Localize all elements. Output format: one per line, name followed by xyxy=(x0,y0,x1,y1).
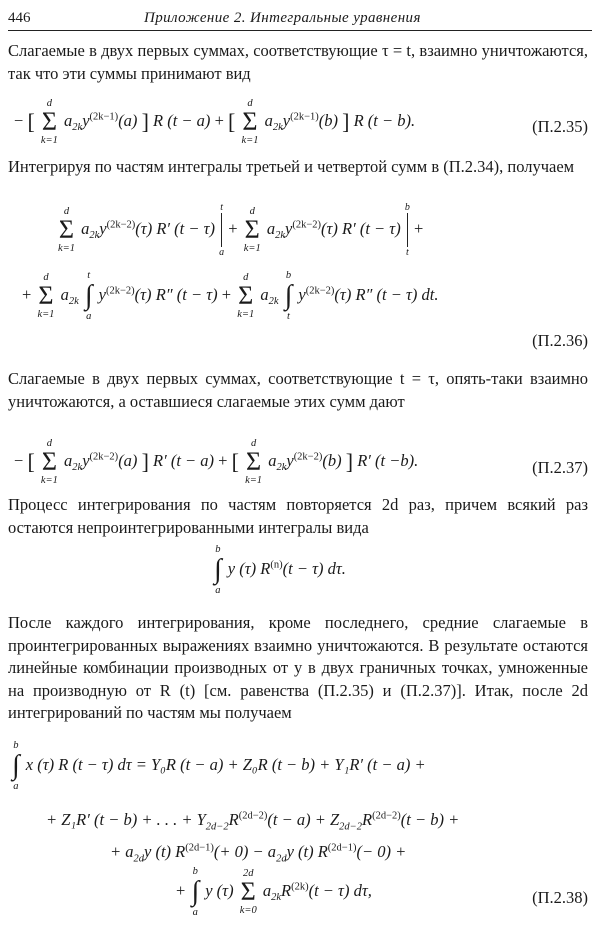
derivative-order: (2d−2) xyxy=(238,810,268,822)
plus-sign: + xyxy=(214,110,224,130)
derivative-order: (2k−2) xyxy=(105,285,135,297)
sigma-symbol: Σ xyxy=(58,215,75,244)
coefficient-subscript: 2k xyxy=(268,296,279,308)
derivative-order: (2k−2) xyxy=(292,219,321,231)
derivative-order: (2k−2) xyxy=(305,285,335,297)
derivative-order: (2d−1) xyxy=(327,842,357,854)
integral-1 xyxy=(85,270,93,322)
equation-integral-form xyxy=(212,544,346,596)
paragraph-3: Слагаемые в двух первых суммах, соответствующие t = τ, опять-таки взаимно уничтожаются, а оставшиеся слагаемые этих сумм дают xyxy=(8,369,588,411)
integral-upper-limit: b xyxy=(192,866,198,877)
line-3-b: y (t) R xyxy=(144,842,186,861)
summation xyxy=(240,868,257,916)
coefficient-subscript: 2k xyxy=(89,230,100,242)
integral xyxy=(214,544,222,596)
paragraph-1: Слагаемые в двух первых суммах, соответствующие τ = t, взаимно уничтожаются, так что эти суммы принимают вид xyxy=(8,41,588,83)
integral-symbol: ∫ xyxy=(12,750,20,781)
derivative-order: (2k−1) xyxy=(89,111,119,123)
integral-lower-limit: a xyxy=(86,311,92,322)
plus-sign: + xyxy=(176,880,186,900)
bar-lower-limit: a xyxy=(219,247,225,258)
equation-p2-38-line-1 xyxy=(10,740,426,792)
right-bracket-2: ] xyxy=(345,449,354,474)
sum-lower-limit: k=1 xyxy=(241,135,259,146)
evaluation-bar-1 xyxy=(219,202,224,258)
minus-sign: − xyxy=(14,110,24,130)
sum-lower-limit: k=1 xyxy=(58,243,75,254)
subscript: 2d xyxy=(133,853,145,865)
sigma-symbol: Σ xyxy=(245,447,262,476)
coefficient-subscript: 2k xyxy=(72,122,83,134)
derivative-order: (2d−1) xyxy=(185,842,214,854)
line-3-a: + a xyxy=(110,842,134,861)
bar-lower-limit: t xyxy=(405,247,409,258)
derivative-order: (2k) xyxy=(291,881,309,893)
derivative-order: (2k−2) xyxy=(89,451,119,463)
argument-b: (b) xyxy=(322,450,342,470)
coefficient-subscript: 2k xyxy=(271,892,281,904)
equation-p2-36-line-1 xyxy=(56,202,423,258)
integral-upper-limit: b xyxy=(215,544,221,555)
integrand: y (τ) R xyxy=(227,558,271,578)
line-2-middle: (t − a) + Z xyxy=(267,810,340,829)
integrand: y (τ) xyxy=(205,880,234,900)
function-y: y xyxy=(286,450,294,470)
left-bracket: [ xyxy=(27,109,35,134)
summation-1 xyxy=(41,98,58,146)
differential: dt. xyxy=(421,284,439,304)
subscript: 2d xyxy=(276,853,287,865)
function-y: y xyxy=(99,218,107,238)
vertical-bar xyxy=(407,213,408,247)
coefficient: a xyxy=(64,450,73,470)
vertical-bar xyxy=(221,213,222,247)
coefficient: a xyxy=(268,450,277,470)
function-y: y xyxy=(298,284,306,304)
derivative-order: (2d−2) xyxy=(372,810,401,822)
argument-b: (b) xyxy=(318,110,338,130)
integral-upper-limit: t xyxy=(87,270,91,281)
sigma-symbol: Σ xyxy=(238,281,254,310)
paragraph-2: Интегрируя по частям интегралы третьей и четвертой сумм в (П.2.34), получаем xyxy=(8,157,575,176)
kernel-second-derivative: R″ (t − τ) xyxy=(355,284,418,304)
kernel: R xyxy=(281,880,292,900)
coefficient-subscript: 2k xyxy=(275,230,285,242)
paragraph-5: После каждого интегрирования, кроме последнего, средние слагаемые в проинтегрированных выражениях взаимно уничтожаются. В результате остаются линейные комбинации производных от y в двух граничных точках, умноженные на производную от R (t) [см. равенства (П.2.35) и (П.2.37)]. Итак, после 2d интегрирований по частям мы получаем xyxy=(8,613,588,722)
integral-lower-limit: a xyxy=(13,781,19,792)
argument-tau: (τ) xyxy=(135,218,153,238)
coefficient-subscript: 2k xyxy=(276,462,287,474)
kernel-term-b: R′ (t −b). xyxy=(357,450,419,470)
derivative-order: (2k−1) xyxy=(290,111,319,123)
line-2-start: + Z₁R′ (t − b) + . . . + Y xyxy=(46,810,206,829)
function-y: y xyxy=(82,110,90,130)
sum-upper-limit: 2d xyxy=(242,868,254,879)
sum-upper-limit: d xyxy=(243,272,249,283)
coefficient: a xyxy=(60,284,69,304)
integral-lower-limit: t xyxy=(287,311,290,322)
integrand-tail: (t − τ) dτ. xyxy=(282,558,346,578)
kernel-term-a: R′ (t − a) xyxy=(153,450,215,470)
plus-sign: + xyxy=(228,218,238,238)
plus-sign: + xyxy=(413,218,424,238)
summation-3 xyxy=(37,272,54,320)
coefficient: a xyxy=(266,218,276,238)
function-y: y xyxy=(98,284,106,304)
summation-4 xyxy=(237,272,254,320)
sum-lower-limit: k=1 xyxy=(37,309,55,320)
integral-symbol: ∫ xyxy=(191,876,200,907)
sum-lower-limit: k=1 xyxy=(40,475,58,486)
kernel-derivative: R′ (t − τ) xyxy=(156,218,216,238)
function-y: y xyxy=(282,110,291,130)
plus-sign: + xyxy=(22,284,32,304)
argument-tau: (τ) xyxy=(334,284,352,304)
argument-tau: (τ) xyxy=(321,218,338,238)
integral-lower-limit: a xyxy=(192,907,198,918)
sum-upper-limit: d xyxy=(46,98,53,109)
kernel-term-b: R (t − b). xyxy=(353,110,416,130)
integral xyxy=(12,740,20,792)
sum-upper-limit: d xyxy=(63,206,70,217)
coefficient: a xyxy=(64,110,73,130)
function-y: y xyxy=(82,450,90,470)
equation-number-238: (П.2.38) xyxy=(532,888,588,907)
sum-lower-limit: k=1 xyxy=(40,135,58,146)
line-4-end: (t − τ) dτ, xyxy=(308,880,372,900)
coefficient: a xyxy=(264,110,273,130)
integral-upper-limit: b xyxy=(285,270,292,281)
line-3-c: (+ 0) − a xyxy=(213,842,277,861)
equation-p2-36-line-2 xyxy=(22,270,439,322)
argument-a: (a) xyxy=(118,110,138,130)
plus-sign: + xyxy=(218,450,228,470)
sigma-symbol: Σ xyxy=(242,107,258,136)
left-bracket-2: [ xyxy=(231,449,239,474)
summation-2 xyxy=(244,206,261,254)
running-title: Приложение 2. Интегральные уравнения xyxy=(144,10,421,26)
derivative-order: (2k−2) xyxy=(293,451,323,463)
sigma-symbol: Σ xyxy=(244,215,260,244)
bar-upper-limit: b xyxy=(404,202,410,213)
integral-lower-limit: a xyxy=(215,585,221,596)
line-2-end: (t − b) + xyxy=(400,810,460,829)
equation-p2-38-line-2 xyxy=(46,810,459,832)
derivative-order: (2k−2) xyxy=(106,219,136,231)
equation-number-236: (П.2.36) xyxy=(532,331,588,350)
right-bracket: ] xyxy=(141,449,149,474)
kernel-second-derivative: R″ (t − τ) xyxy=(155,284,218,304)
right-bracket-2: ] xyxy=(342,109,350,134)
kernel-derivative: R′ (t − τ) xyxy=(342,218,401,238)
integral-upper-limit: b xyxy=(13,740,19,751)
sigma-symbol: Σ xyxy=(41,447,57,476)
kernel: R xyxy=(228,810,239,829)
sigma-symbol: Σ xyxy=(38,281,54,310)
integral xyxy=(191,866,199,918)
summation-1 xyxy=(41,438,58,486)
summation-2 xyxy=(241,98,258,146)
sigma-symbol: Σ xyxy=(240,877,256,906)
plus-sign: + xyxy=(221,284,232,304)
page-number: 446 xyxy=(8,10,31,26)
page-header xyxy=(8,4,592,31)
sum-lower-limit: k=1 xyxy=(243,243,261,254)
equation-p2-38-line-4 xyxy=(176,866,372,918)
integral-symbol: ∫ xyxy=(84,280,93,311)
coefficient-subscript: 2k xyxy=(272,122,283,134)
line-3-d: y (t) R xyxy=(286,842,328,861)
equation-p2-37 xyxy=(14,438,418,486)
argument-a: (a) xyxy=(118,450,138,470)
function-y: y xyxy=(285,218,293,238)
sum-upper-limit: d xyxy=(247,98,253,109)
integral-symbol: ∫ xyxy=(214,554,222,585)
line-3-e: (− 0) + xyxy=(356,842,407,861)
coefficient: a xyxy=(262,880,272,900)
coefficient-subscript: 2k xyxy=(68,296,79,308)
integral-symbol: ∫ xyxy=(284,280,293,311)
sum-lower-limit: k=1 xyxy=(245,475,263,486)
sum-upper-limit: d xyxy=(43,272,49,283)
kernel: R xyxy=(362,810,373,829)
sum-upper-limit: d xyxy=(250,438,257,449)
equation-number-237: (П.2.37) xyxy=(532,458,588,477)
sigma-symbol: Σ xyxy=(41,107,57,136)
coefficient: a xyxy=(260,284,269,304)
bar-upper-limit: t xyxy=(220,202,224,213)
left-bracket-2: [ xyxy=(228,109,236,134)
coefficient-subscript: 2k xyxy=(72,462,83,474)
line-1-content: x (τ) R (t − τ) dτ = Y₀R (t − a) + Z₀R (t − b) + Y₁R′ (t − a) + xyxy=(25,754,426,774)
left-bracket: [ xyxy=(27,449,35,474)
summation-2 xyxy=(245,438,262,486)
equation-p2-35 xyxy=(14,98,415,146)
equation-number-235: (П.2.35) xyxy=(532,117,588,136)
evaluation-bar-2 xyxy=(405,202,410,258)
equation-p2-38-line-3 xyxy=(110,842,406,864)
sum-upper-limit: d xyxy=(46,438,53,449)
summation-1 xyxy=(58,206,75,254)
sum-lower-limit: k=1 xyxy=(237,309,255,320)
right-bracket: ] xyxy=(141,109,149,134)
sum-upper-limit: d xyxy=(249,206,255,217)
paragraph-4: Процесс интегрирования по частям повторяется 2d раз, причем всякий раз остаются непроинтегрированными интегралы вида xyxy=(8,495,588,537)
argument-tau: (τ) xyxy=(134,284,152,304)
minus-sign: − xyxy=(14,450,24,470)
kernel-term-a: R (t − a) xyxy=(153,110,211,130)
coefficient: a xyxy=(81,218,90,238)
sum-lower-limit: k=0 xyxy=(239,905,257,916)
subscript: 2d−2 xyxy=(205,821,229,833)
derivative-order: (n) xyxy=(270,559,283,571)
integral-2 xyxy=(285,270,293,322)
subscript: 2d−2 xyxy=(339,821,362,833)
